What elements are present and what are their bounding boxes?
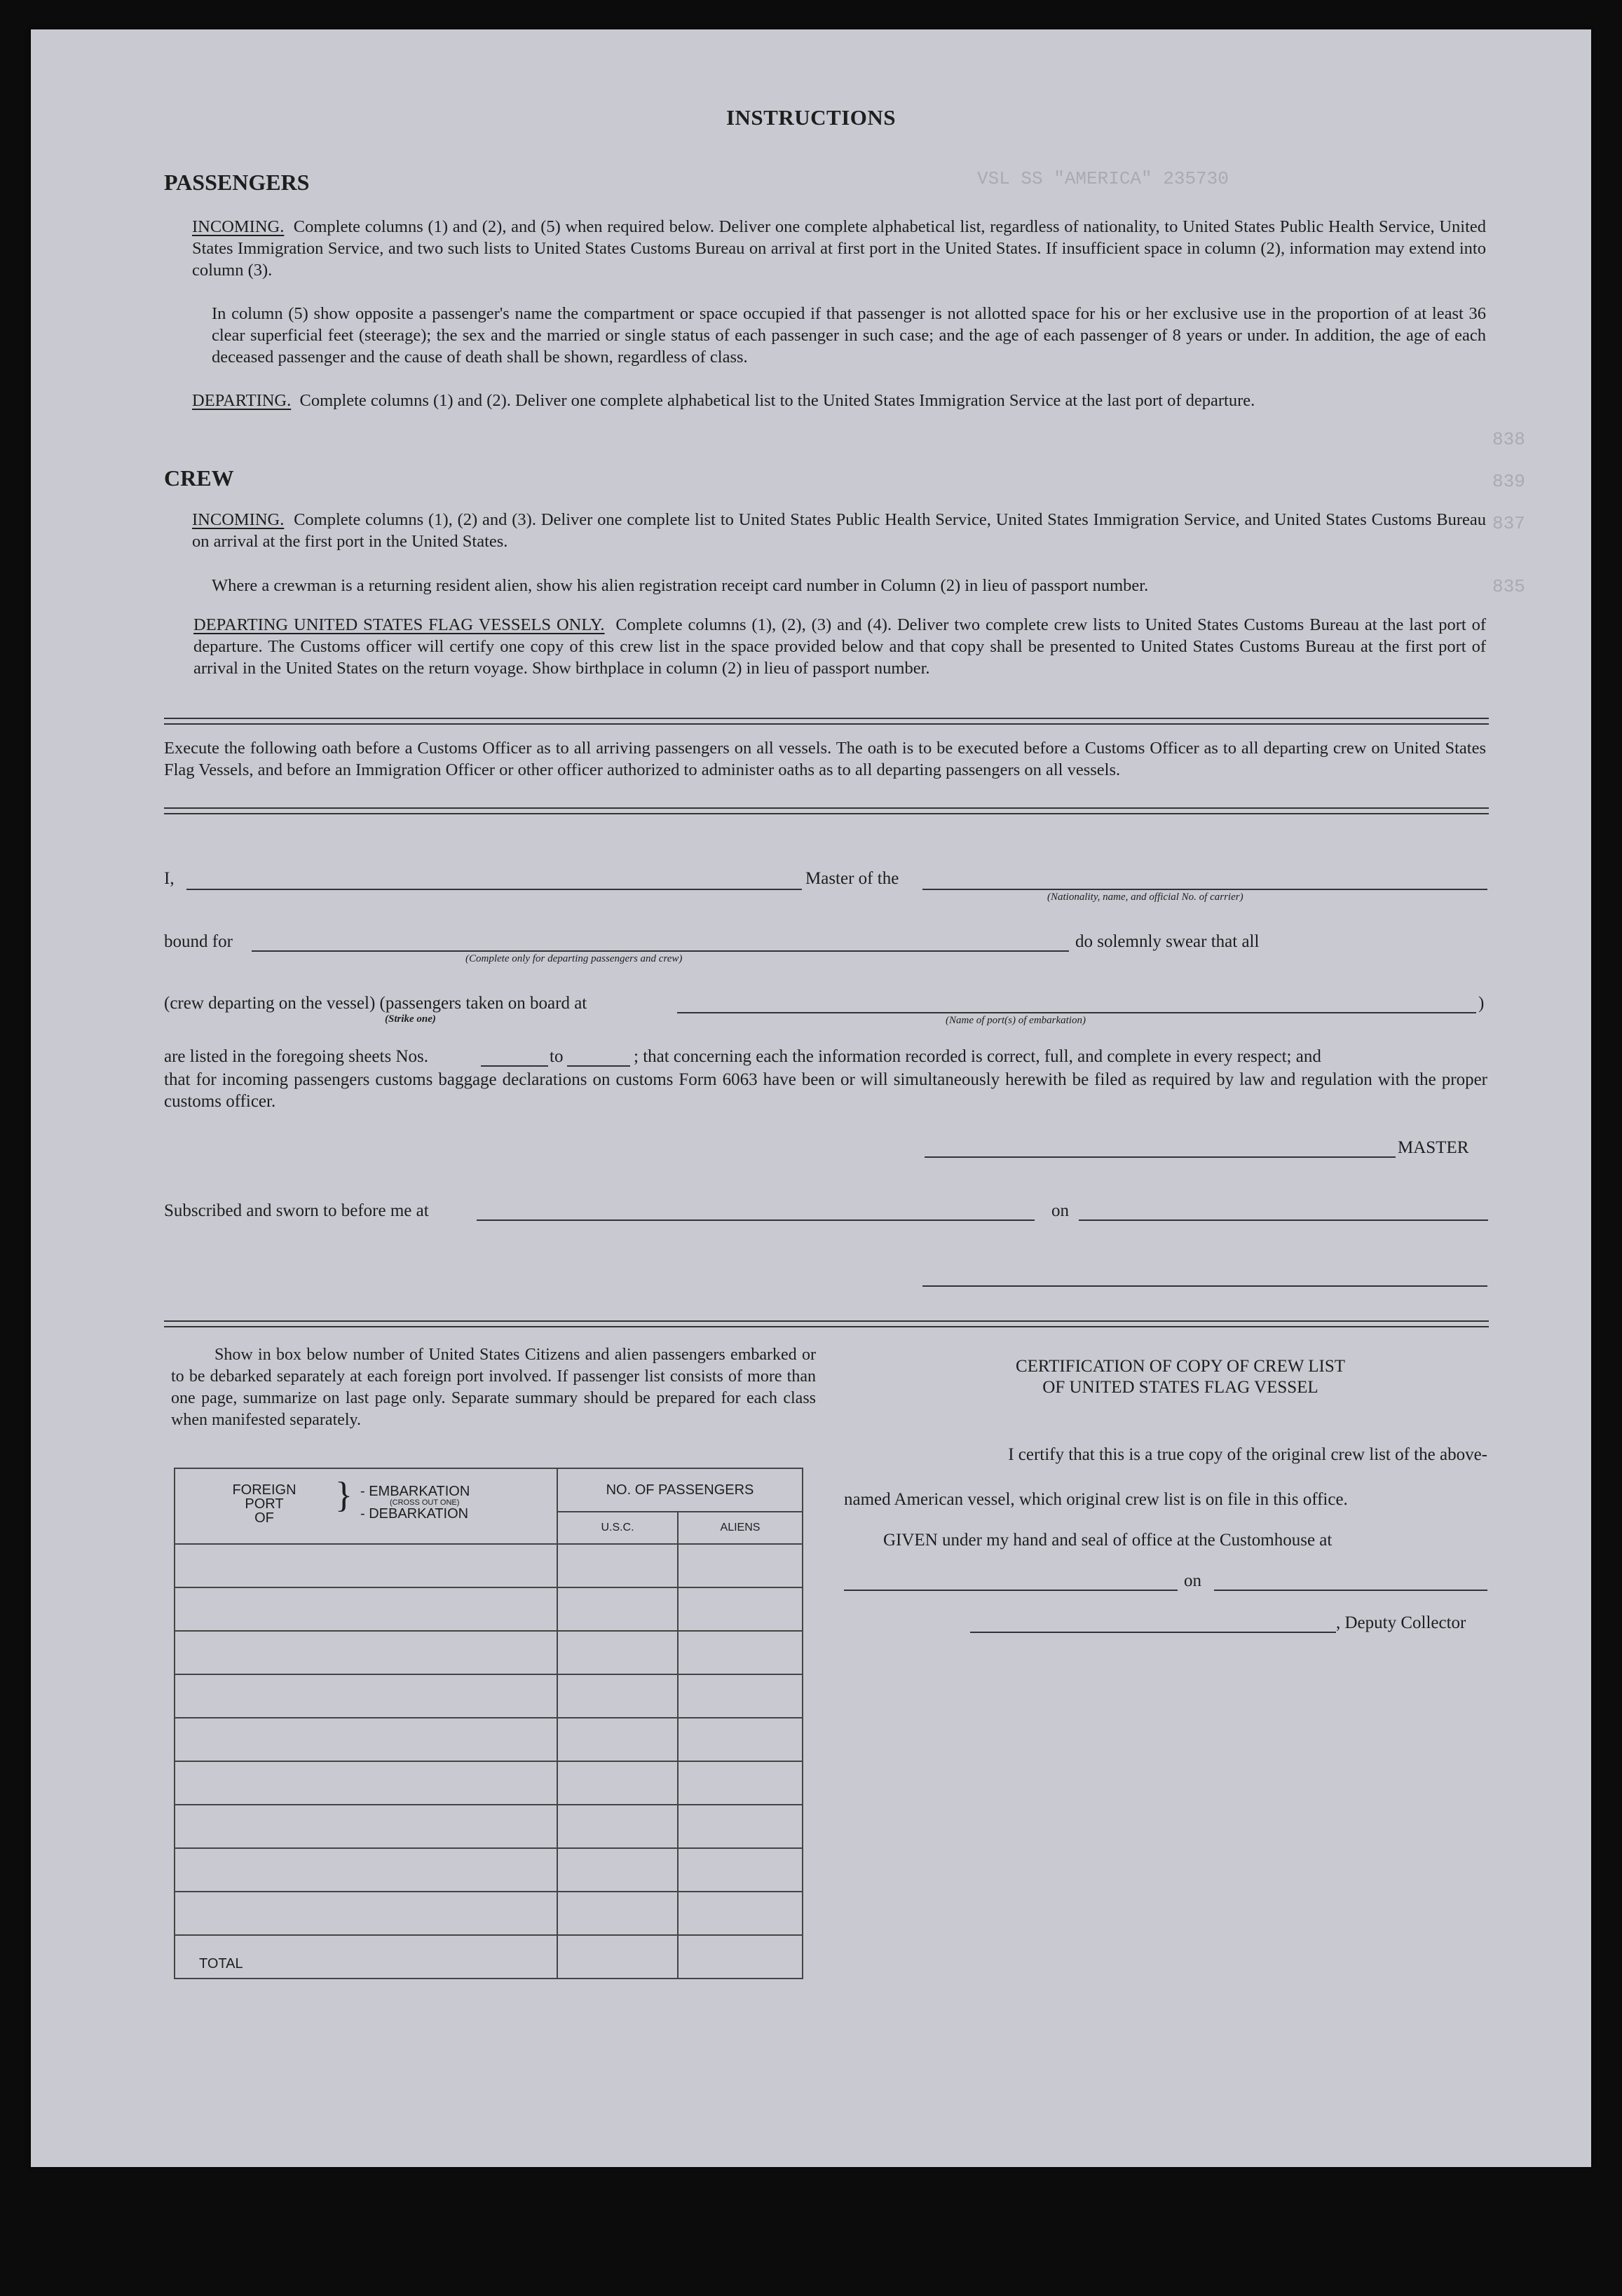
given-under-hand-text: GIVEN under my hand and seal of office at the Customhouse at bbox=[883, 1531, 1333, 1550]
aliens-header: ALIENS bbox=[678, 1512, 803, 1544]
table-row bbox=[175, 1587, 803, 1631]
bound-for-caption: (Complete only for departing passengers and crew) bbox=[465, 953, 683, 964]
passengers-incoming-label: INCOMING. bbox=[192, 217, 285, 236]
port-cell[interactable] bbox=[175, 1805, 557, 1848]
port-cell[interactable] bbox=[175, 1587, 557, 1631]
aliens-cell[interactable] bbox=[678, 1544, 803, 1587]
master-name-field[interactable] bbox=[186, 889, 802, 890]
crew-heading: CREW bbox=[164, 465, 234, 491]
bleed-through-text: VSL SS "AMERICA" 235730 bbox=[977, 168, 1229, 189]
table-row bbox=[175, 1718, 803, 1761]
close-paren: ) bbox=[1478, 994, 1485, 1013]
port-cell[interactable] bbox=[175, 1848, 557, 1892]
listed-to-label: to bbox=[550, 1047, 564, 1066]
deputy-collector-label: , Deputy Collector bbox=[1336, 1613, 1466, 1632]
usc-header: U.S.C. bbox=[557, 1512, 678, 1544]
master-label: MASTER bbox=[1398, 1138, 1469, 1157]
double-rule bbox=[164, 1320, 1489, 1327]
total-row bbox=[175, 1935, 803, 1979]
crew-incoming-label: INCOMING. bbox=[192, 510, 285, 529]
embarkation-port-caption: (Name of port(s) of embarkation) bbox=[946, 1015, 1086, 1026]
aliens-cell[interactable] bbox=[678, 1805, 803, 1848]
listed-sheets-label: are listed in the foregoing sheets Nos. bbox=[164, 1047, 428, 1066]
port-header-cell bbox=[175, 1468, 557, 1544]
crew-passengers-strike-text: (crew departing on the vessel) (passengers taken on board at bbox=[164, 994, 587, 1013]
double-rule bbox=[164, 807, 1489, 814]
strike-one-caption: (Strike one) bbox=[385, 1013, 436, 1025]
crew-flag-label: DEPARTING UNITED STATES FLAG VESSELS ONLY. bbox=[193, 615, 605, 634]
sheet-from-field[interactable] bbox=[481, 1065, 548, 1067]
port-cell[interactable] bbox=[175, 1674, 557, 1718]
embarkation-port-field[interactable] bbox=[677, 1012, 1476, 1013]
crew-incoming-text: Complete columns (1), (2) and (3). Deliver one complete list to United States Public Health Service, United States Immigration Service, and United States Customs Bureau on arrival at the first port in the United States. bbox=[192, 510, 1486, 551]
sworn-location-field[interactable] bbox=[477, 1219, 1035, 1221]
passenger-summary-table bbox=[174, 1468, 803, 1979]
embarkation-option[interactable]: - EMBARKATION bbox=[360, 1484, 470, 1499]
embark-debark-labels bbox=[360, 1484, 470, 1521]
usc-cell[interactable] bbox=[557, 1544, 678, 1587]
usc-cell[interactable] bbox=[557, 1587, 678, 1631]
double-rule bbox=[164, 718, 1489, 725]
page-title: INSTRUCTIONS bbox=[725, 105, 896, 130]
certification-title-line-1: CERTIFICATION OF COPY OF CREW LIST bbox=[1015, 1357, 1346, 1376]
document-page bbox=[31, 29, 1591, 2167]
passengers-heading: PASSENGERS bbox=[164, 170, 310, 195]
subscribed-sworn-label: Subscribed and sworn to before me at bbox=[164, 1201, 429, 1220]
listed-sheets-text: ; that concerning each the information recorded is correct, full, and complete in every respect; and bbox=[634, 1047, 1321, 1066]
passengers-departing-paragraph bbox=[192, 390, 1486, 411]
brace-glyph: } bbox=[335, 1475, 353, 1515]
table-row bbox=[175, 1761, 803, 1805]
master-of-the-label: Master of the bbox=[805, 869, 899, 888]
passengers-departing-label: DEPARTING. bbox=[192, 391, 292, 410]
total-aliens-cell[interactable] bbox=[678, 1935, 803, 1979]
port-cell[interactable] bbox=[175, 1892, 557, 1935]
aliens-cell[interactable] bbox=[678, 1848, 803, 1892]
oath-intro-paragraph: Execute the following oath before a Customs Officer as to all arriving passengers on all vessels. The oath is to be executed before a Customs Officer as to all departing crew on United States Flag Vessels, and before an Immigration Officer or other officer authorized to administer oaths as to all departing passengers on all vessels. bbox=[164, 739, 1486, 779]
usc-cell[interactable] bbox=[557, 1718, 678, 1761]
aliens-cell[interactable] bbox=[678, 1892, 803, 1935]
table-row bbox=[175, 1892, 803, 1935]
bleed-through-marks: 838 839 837 835 bbox=[1492, 429, 1525, 597]
carrier-caption: (Nationality, name, and official No. of carrier) bbox=[1047, 891, 1243, 903]
table-row bbox=[175, 1544, 803, 1587]
total-label: TOTAL bbox=[175, 1935, 557, 1979]
crew-flag-paragraph bbox=[193, 614, 1486, 679]
solemnly-swear-text: do solemnly swear that all bbox=[1075, 932, 1260, 951]
baggage-declaration-text: that for incoming passengers customs baggage declarations on customs Form 6063 have been or will simultaneously herewith be filed as required by law and regulation with the proper customs officer. bbox=[164, 1070, 1487, 1111]
port-cell[interactable] bbox=[175, 1631, 557, 1674]
passengers-incoming-text: Complete columns (1) and (2), and (5) when required below. Deliver one complete alphabetical list, regardless of nationality, to United States Public Health Service, United States Immigration Service, and two such lists to United States Customs Bureau on arrival at first port in the United States. If insufficient space in column (2), information may extend into column (3). bbox=[192, 217, 1487, 280]
table-row bbox=[175, 1848, 803, 1892]
aliens-cell[interactable] bbox=[678, 1718, 803, 1761]
aliens-cell[interactable] bbox=[678, 1631, 803, 1674]
certification-title-line-2: OF UNITED STATES FLAG VESSEL bbox=[1042, 1378, 1318, 1397]
usc-cell[interactable] bbox=[557, 1761, 678, 1805]
cross-out-one-note: (CROSS OUT ONE) bbox=[390, 1498, 460, 1507]
crew-flag-text: Complete columns (1), (2), (3) and (4). Deliver two complete crew lists to United States Customs Bureau at the last port of departure. The Customs officer will certify one copy of this crew list in the space provided below and that copy shall be presented to United States Customs Bureau at the first port of arrival in the United States on the return voyage. Show birthplace in column (2) in lieu of passport number. bbox=[193, 615, 1486, 678]
table-row bbox=[175, 1674, 803, 1718]
debarkation-option[interactable]: - DEBARKATION bbox=[360, 1506, 469, 1522]
usc-cell[interactable] bbox=[557, 1805, 678, 1848]
port-cell[interactable] bbox=[175, 1718, 557, 1761]
foreign-label: FOREIGN bbox=[232, 1482, 297, 1498]
usc-cell[interactable] bbox=[557, 1848, 678, 1892]
aliens-cell[interactable] bbox=[678, 1587, 803, 1631]
certification-title bbox=[875, 1356, 1485, 1398]
usc-cell[interactable] bbox=[557, 1631, 678, 1674]
certify-line-2: named American vessel, which original crew list is on file in this office. bbox=[844, 1490, 1348, 1509]
deputy-collector-signature-field[interactable] bbox=[970, 1632, 1336, 1633]
sheet-to-field[interactable] bbox=[567, 1065, 630, 1067]
passengers-departing-text: Complete columns (1) and (2). Deliver one complete alphabetical list to the United States Immigration Service at the last port of departure. bbox=[299, 391, 1255, 410]
carrier-field[interactable] bbox=[922, 889, 1487, 890]
usc-cell[interactable] bbox=[557, 1892, 678, 1935]
table-row bbox=[175, 1631, 803, 1674]
master-signature-field[interactable] bbox=[925, 1156, 1396, 1158]
aliens-cell[interactable] bbox=[678, 1674, 803, 1718]
officer-signature-field[interactable] bbox=[922, 1285, 1487, 1287]
foreign-port-of-label bbox=[219, 1483, 310, 1525]
certification-date-field[interactable] bbox=[1214, 1590, 1487, 1591]
port-cell[interactable] bbox=[175, 1761, 557, 1805]
crew-alien-paragraph: Where a crewman is a returning resident alien, show his alien registration receipt card number in Column (2) in lieu of passport number. bbox=[212, 576, 1149, 595]
sworn-date-field[interactable] bbox=[1079, 1219, 1488, 1221]
aliens-cell[interactable] bbox=[678, 1761, 803, 1805]
usc-cell[interactable] bbox=[557, 1674, 678, 1718]
passengers-incoming-paragraph bbox=[192, 216, 1486, 281]
total-usc-cell[interactable] bbox=[557, 1935, 678, 1979]
crew-incoming-paragraph bbox=[192, 509, 1486, 552]
sworn-on-label: on bbox=[1051, 1201, 1069, 1220]
certification-on-label: on bbox=[1184, 1571, 1201, 1590]
customhouse-field[interactable] bbox=[844, 1590, 1178, 1591]
summary-instructions: Show in box below number of United States Citizens and alien passengers embarked or to be debarked separately at each foreign port involved. If passenger list consists of more than one page, summarize on last page only. Separate summary should be prepared for each class when manifested separately. bbox=[171, 1346, 816, 1429]
port-label: PORT bbox=[245, 1496, 284, 1512]
no-of-passengers-header: NO. OF PASSENGERS bbox=[557, 1468, 803, 1512]
bound-for-label: bound for bbox=[164, 932, 233, 951]
table-row bbox=[175, 1805, 803, 1848]
port-cell[interactable] bbox=[175, 1544, 557, 1587]
oath-i-label: I, bbox=[164, 869, 175, 888]
bound-for-field[interactable] bbox=[252, 950, 1069, 952]
certify-line-1: I certify that this is a true copy of the original crew list of the above- bbox=[1008, 1445, 1487, 1464]
passengers-column5-paragraph: In column (5) show opposite a passenger's name the compartment or space occupied if that passenger is not allotted space for his or her exclusive use in the proportion of at least 36 clear superficial feet (steerage); the sex and the married or single status of each passenger in such case; and the age of each passenger of 8 years or under. In addition, the age of each deceased passenger and the cause of death shall be shown, regardless of class. bbox=[212, 304, 1486, 367]
of-label: OF bbox=[254, 1510, 274, 1526]
